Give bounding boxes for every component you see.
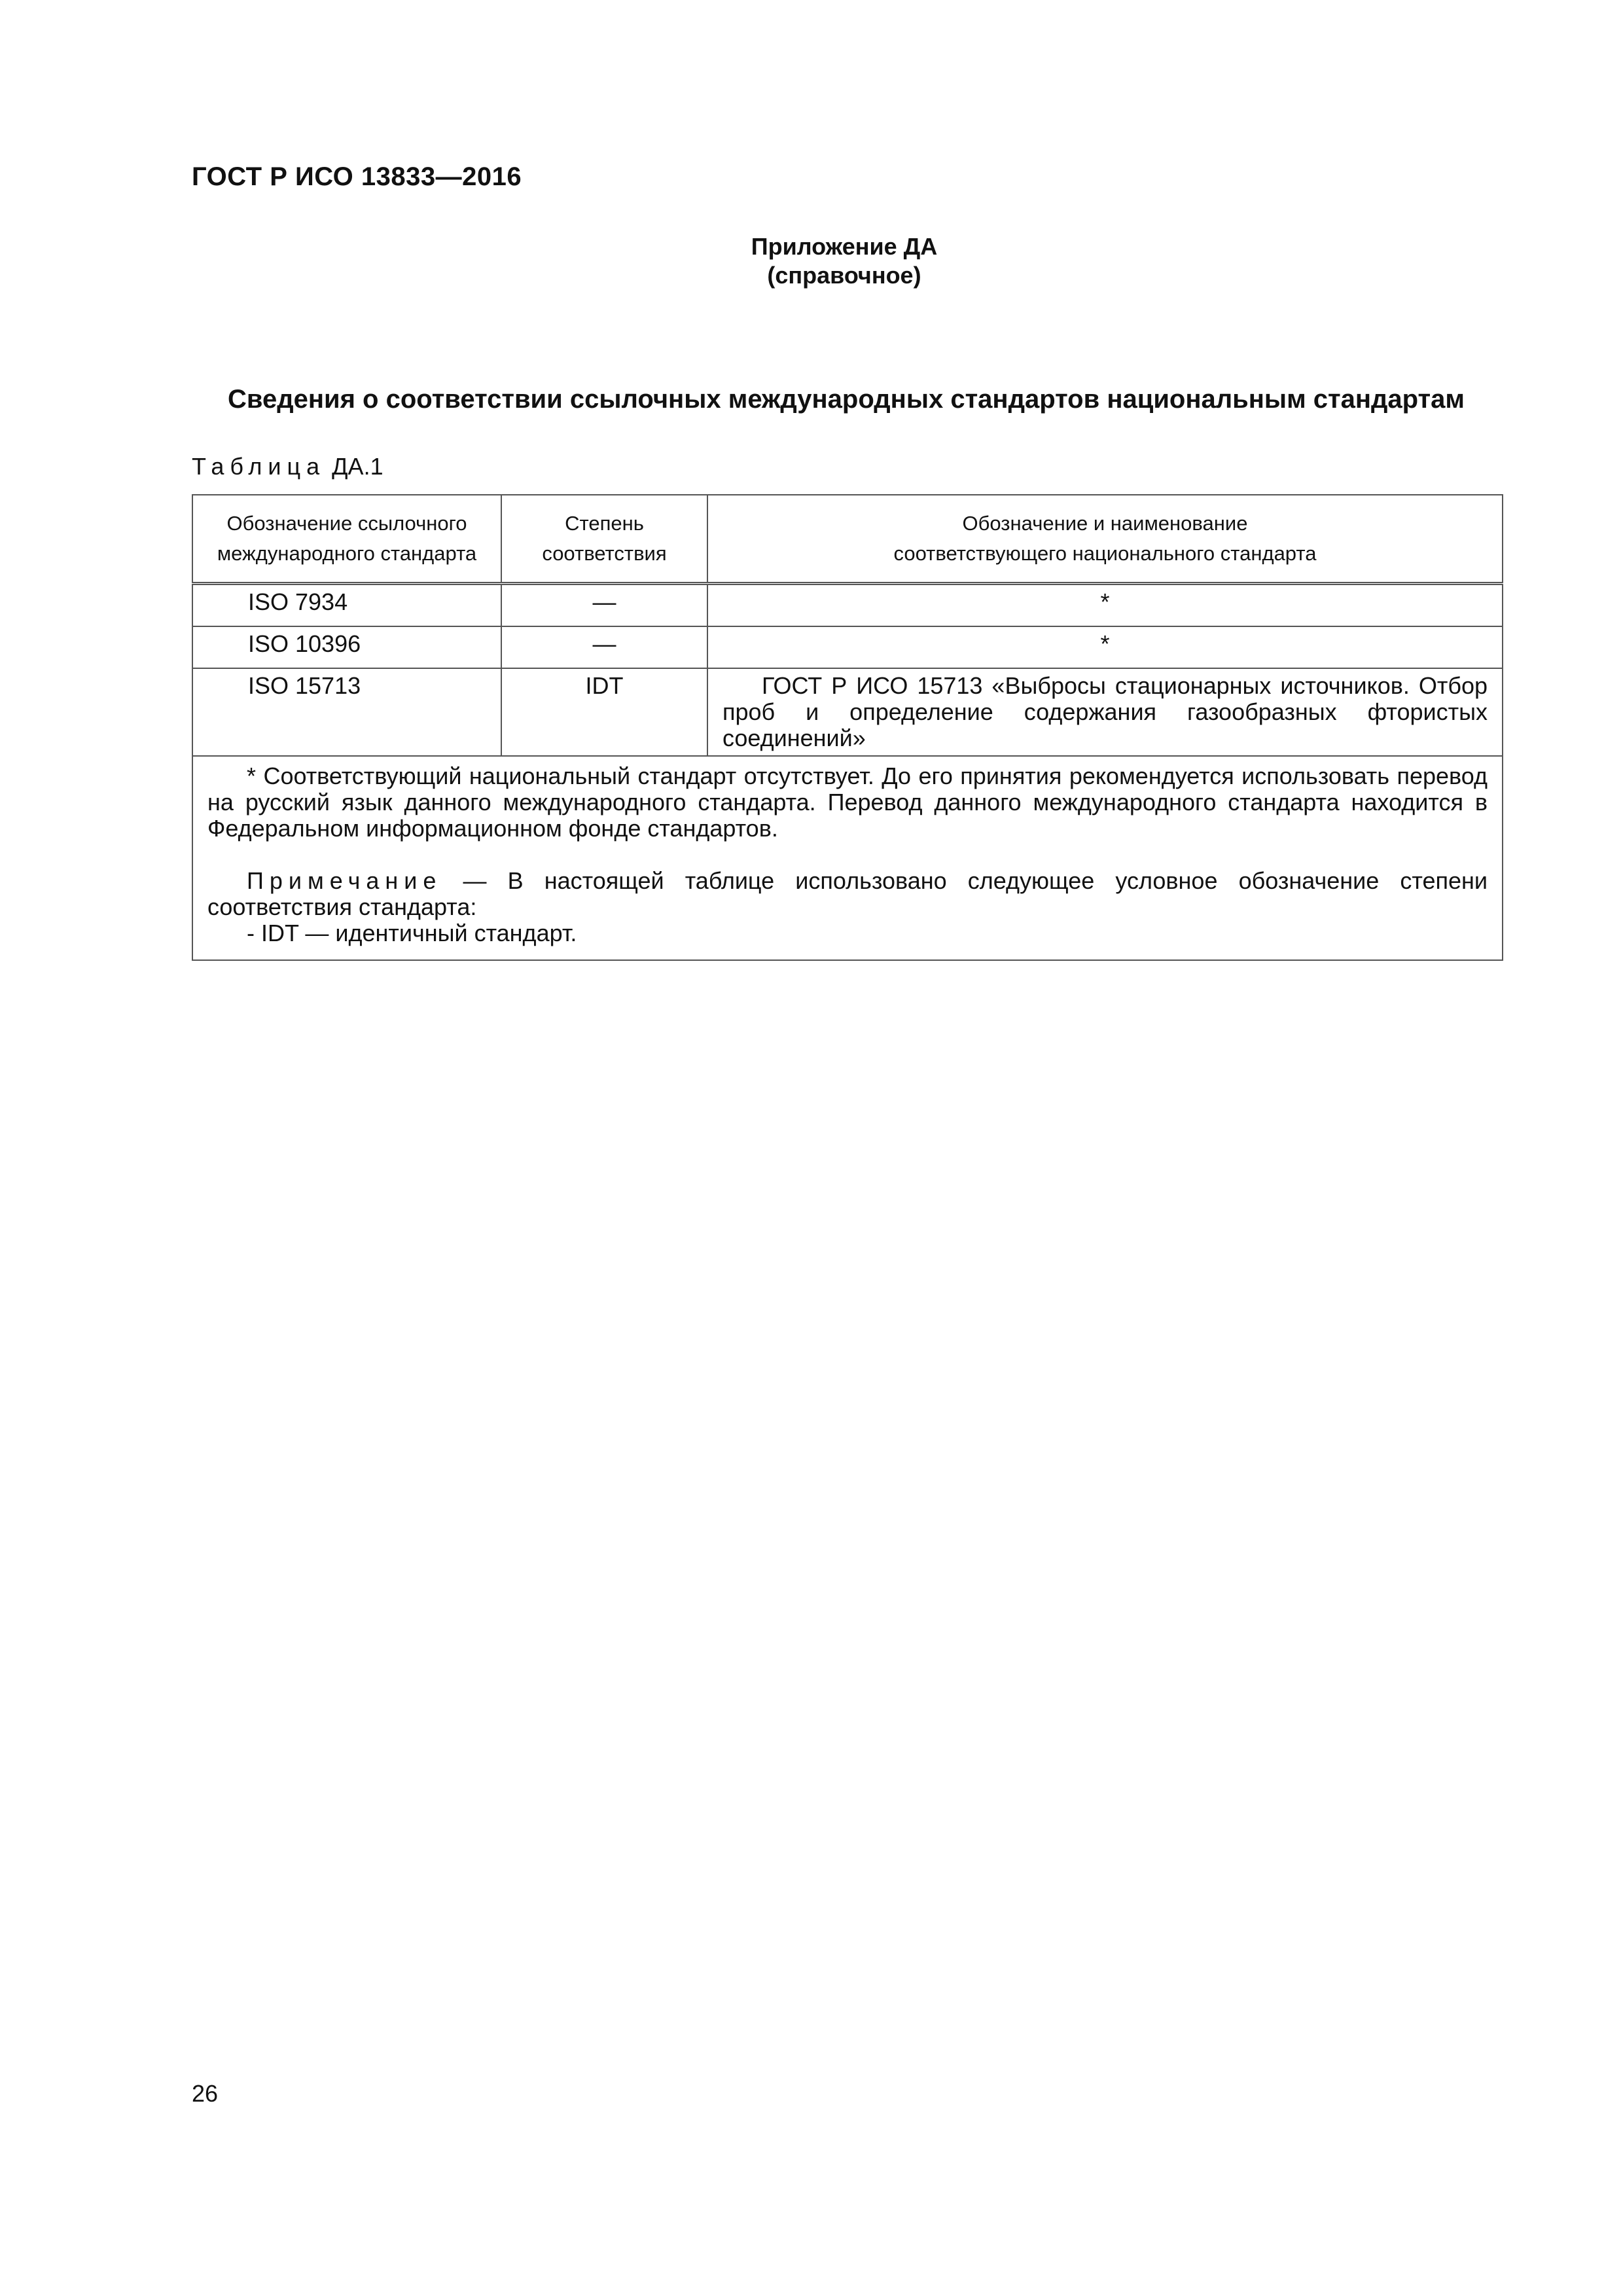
header-col1-line2: международного стандарта <box>217 542 477 565</box>
note-list-item: - IDT — идентичный стандарт. <box>247 920 577 946</box>
table-row <box>192 626 1503 668</box>
header-reference-standard <box>192 495 501 584</box>
cell-national: ГОСТ Р ИСО 15713 «Выбросы стационарных источников. Отбор проб и определение содержания газообразных фтористых соединений» <box>707 668 1503 756</box>
cell-standard: ISO 7934 <box>192 584 501 627</box>
annex-heading <box>0 232 1623 290</box>
page-number: 26 <box>192 2080 219 2107</box>
table-row <box>192 584 1503 627</box>
header-col1-line1: Обозначение ссылочного <box>226 512 467 535</box>
document-code: ГОСТ Р ИСО 13833—2016 <box>192 162 522 191</box>
table-note <box>207 868 1488 920</box>
cell-standard: ISO 15713 <box>192 668 501 756</box>
table-footnote: * Соответствующий национальный стандарт отсутствует. До его принятия рекомендуется использовать перевод на русский язык данного международного стандарта. Перевод данного международного стандарта находится в Федеральном информационном фонде стандартов. <box>207 762 1488 842</box>
header-national-standard <box>707 495 1503 584</box>
section-title: Сведения о соответствии ссылочных международных стандартов национальным стандартам <box>228 385 1465 414</box>
table-footnote-row <box>192 756 1503 960</box>
cell-standard: ISO 10396 <box>192 626 501 668</box>
note-text: — В настоящей таблице использовано следующее условное обозначение степени соответствия стандарта: <box>207 867 1488 920</box>
cell-degree: — <box>501 584 707 627</box>
header-col2-line1: Степень <box>565 512 644 535</box>
cell-national: * <box>707 626 1503 668</box>
correspondence-table <box>192 494 1503 961</box>
table-header-row <box>192 495 1503 584</box>
annex-title: Приложение ДА <box>751 233 938 260</box>
table-caption <box>192 453 383 480</box>
table-caption-number: ДА.1 <box>332 453 383 480</box>
table-caption-word: Таблица <box>192 453 326 480</box>
header-col3-line2: соответствующего национального стандарта <box>893 542 1317 565</box>
table-footnote-cell <box>192 756 1503 960</box>
header-degree <box>501 495 707 584</box>
header-col2-line2: соответствия <box>542 542 667 565</box>
header-col3-line1: Обозначение и наименование <box>962 512 1248 535</box>
table-row <box>192 668 1503 756</box>
cell-national: * <box>707 584 1503 627</box>
note-label: Примечание <box>247 867 442 894</box>
cell-degree: — <box>501 626 707 668</box>
cell-degree: IDT <box>501 668 707 756</box>
annex-type: (справочное) <box>767 262 921 289</box>
